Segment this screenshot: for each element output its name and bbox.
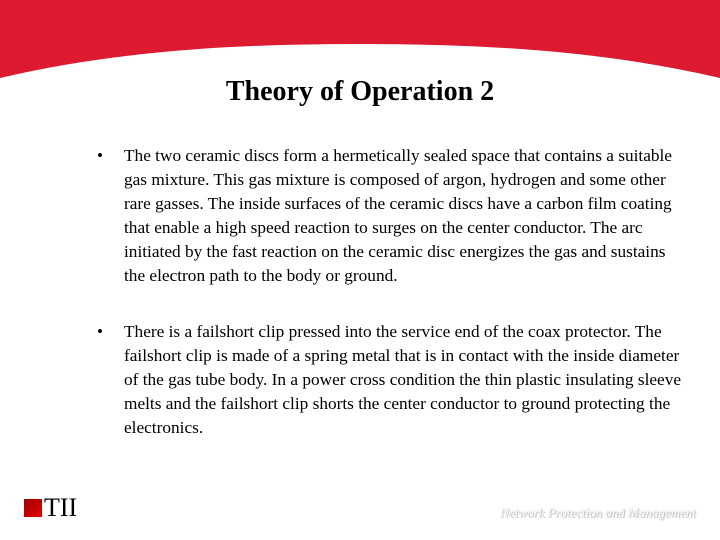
- bullet-item: [97, 144, 687, 288]
- footer-tagline: Network Protection and Management: [500, 505, 696, 520]
- header-banner: [0, 0, 720, 80]
- logo-square-icon: [24, 499, 42, 517]
- logo-text: TII: [44, 493, 78, 522]
- bullet-item: [97, 320, 687, 440]
- bullet-text: The two ceramic discs form a hermetically sealed space that contains a suitable gas mixture. This gas mixture is composed of argon, hydrogen and some other rare gasses. The inside surfaces of the ceramic discs have a carbon film coating that enable a high speed reaction to surges on the center conductor. The arc initiated by the fast reaction on the ceramic disc energizes the gas and sustains the electron path to the body or ground.: [124, 146, 672, 285]
- company-logo: [24, 493, 78, 522]
- bullet-icon: •: [97, 146, 104, 165]
- slide-title: Theory of Operation 2: [225, 76, 495, 107]
- bullet-text: There is a failshort clip pressed into the service end of the coax protector. The failshort clip is made of a spring metal that is in contact with the inside diameter of the gas tube body. In a power cross condition the thin plastic insulating sleeve melts and the failshort clip shorts the center conductor to ground protecting the electronics.: [124, 322, 682, 437]
- bullet-icon: •: [97, 322, 104, 341]
